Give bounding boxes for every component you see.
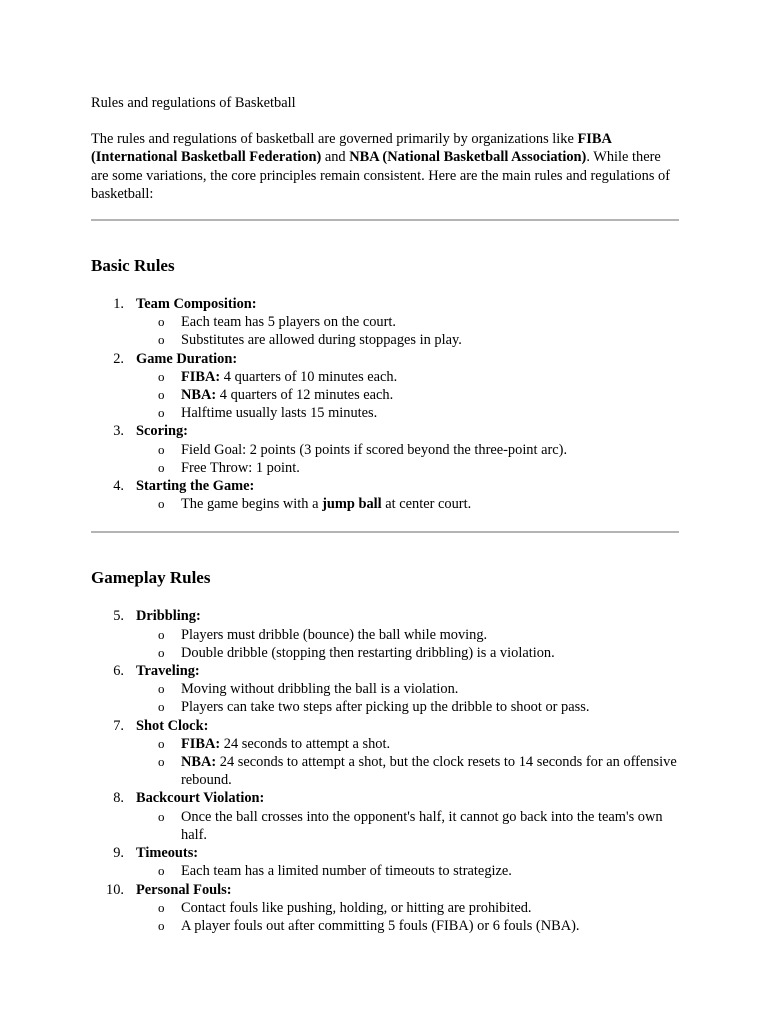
- sub-item-text: Substitutes are allowed during stoppages in play.: [181, 332, 462, 349]
- rule-number: 2.: [113, 350, 124, 367]
- circle-bullet-icon: o: [158, 917, 165, 933]
- rule-number: 6.: [113, 663, 124, 680]
- rule-item: [91, 881, 679, 936]
- sub-item-text: Halftime usually lasts 15 minutes.: [181, 405, 378, 422]
- rule-sub-item: [136, 404, 679, 422]
- circle-bullet-icon: o: [158, 405, 165, 421]
- rule-sub-list: [136, 626, 679, 662]
- sub-item-bold: NBA:: [181, 754, 217, 771]
- rule-sub-item: [136, 331, 679, 349]
- intro-text-2: and: [321, 149, 350, 166]
- sub-item-text: 24 seconds to attempt a shot.: [220, 735, 391, 752]
- circle-bullet-icon: o: [158, 441, 165, 457]
- intro-text-3: . While there are some variations, the core principles remain consistent. Here are the main rules and regulations of basketball:: [91, 149, 671, 202]
- rule-sub-item: [136, 862, 679, 880]
- circle-bullet-icon: o: [158, 496, 165, 512]
- sub-item-text: Each team has a limited number of timeouts to strategize.: [181, 863, 512, 880]
- circle-bullet-icon: o: [158, 863, 165, 879]
- rule-sub-item: [136, 495, 679, 513]
- rule-sub-item: [136, 459, 679, 477]
- sub-item-text: 24 seconds to attempt a shot, but the clock resets to 14 seconds for an offensive rebound.: [181, 754, 677, 789]
- rule-number: 5.: [113, 608, 124, 625]
- rule-sub-list: [136, 441, 679, 477]
- circle-bullet-icon: o: [158, 644, 165, 660]
- circle-bullet-icon: o: [158, 681, 165, 697]
- rule-sub-list: [136, 313, 679, 349]
- circle-bullet-icon: o: [158, 754, 165, 770]
- sub-item-bold: FIBA:: [181, 735, 221, 752]
- rule-label: Shot Clock:: [136, 717, 209, 734]
- rule-item: [91, 350, 679, 423]
- sub-item-text: The game begins with a: [181, 496, 323, 513]
- sub-item-text: Free Throw: 1 point.: [181, 459, 300, 476]
- rule-item: [91, 295, 679, 350]
- section-divider: [91, 531, 679, 533]
- rule-number: 8.: [113, 790, 124, 807]
- rule-label: Game Duration:: [136, 350, 238, 367]
- rule-sub-list: [136, 680, 679, 716]
- intro-nba-bold: NBA (National Basketball Association): [349, 149, 587, 166]
- rule-sub-item: [136, 441, 679, 459]
- rule-item: [91, 422, 679, 477]
- basic-rules-list: [91, 295, 679, 513]
- circle-bullet-icon: o: [158, 332, 165, 348]
- rule-number: 4.: [113, 478, 124, 495]
- sub-item-text: Double dribble (stopping then restarting dribbling) is a violation.: [181, 644, 555, 661]
- circle-bullet-icon: o: [158, 314, 165, 330]
- rule-label: Dribbling:: [136, 608, 201, 625]
- sub-item-text: Contact fouls like pushing, holding, or hitting are prohibited.: [181, 899, 532, 916]
- gameplay-rules-heading: Gameplay Rules: [91, 568, 211, 588]
- rule-number: 10.: [106, 881, 124, 898]
- rule-label: Team Composition:: [136, 296, 257, 313]
- document-title: Rules and regulations of Basketball: [91, 95, 296, 111]
- sub-item-text: 4 quarters of 12 minutes each.: [216, 387, 394, 404]
- sub-item-text: Players must dribble (bounce) the ball while moving.: [181, 626, 488, 643]
- rule-sub-item: [136, 386, 679, 404]
- rule-sub-list: [136, 862, 679, 880]
- rule-item: [91, 662, 679, 717]
- sub-item-bold: FIBA:: [181, 368, 221, 385]
- section-divider: [91, 219, 679, 221]
- rule-sub-item: [136, 899, 679, 917]
- basic-rules-heading: Basic Rules: [91, 256, 175, 276]
- sub-item-text: Once the ball crosses into the opponent's half, it cannot go back into the team's own half.: [181, 808, 663, 843]
- rule-sub-item: [136, 313, 679, 331]
- sub-item-text: A player fouls out after committing 5 fouls (FIBA) or 6 fouls (NBA).: [181, 917, 580, 934]
- circle-bullet-icon: o: [158, 368, 165, 384]
- rule-number: 9.: [113, 845, 124, 862]
- sub-item-text: Moving without dribbling the ball is a violation.: [181, 681, 459, 698]
- sub-item-text: Field Goal: 2 points (3 points if scored beyond the three-point arc).: [181, 441, 568, 458]
- sub-item-bold: NBA:: [181, 387, 217, 404]
- rule-item: [91, 717, 679, 790]
- circle-bullet-icon: o: [158, 626, 165, 642]
- circle-bullet-icon: o: [158, 899, 165, 915]
- rule-item: [91, 789, 679, 844]
- rule-label: Scoring:: [136, 423, 188, 440]
- rule-sub-item: [136, 917, 679, 935]
- circle-bullet-icon: o: [158, 387, 165, 403]
- rule-label: Personal Fouls:: [136, 881, 232, 898]
- rule-sub-list: [136, 735, 679, 790]
- rule-sub-list: [136, 899, 679, 935]
- rule-sub-list: [136, 368, 679, 423]
- rule-sub-item: [136, 626, 679, 644]
- rule-number: 1.: [113, 296, 124, 313]
- rule-number: 3.: [113, 423, 124, 440]
- document-content: [91, 94, 679, 935]
- rule-item: [91, 477, 679, 513]
- intro-text-1: The rules and regulations of basketball are governed primarily by organizations like: [91, 131, 578, 148]
- rule-label: Backcourt Violation:: [136, 790, 265, 807]
- intro-paragraph: [91, 130, 679, 203]
- circle-bullet-icon: o: [158, 699, 165, 715]
- sub-item-text: at center court.: [381, 496, 472, 513]
- rule-label: Starting the Game:: [136, 478, 255, 495]
- circle-bullet-icon: o: [158, 735, 165, 751]
- rule-item: [91, 607, 679, 662]
- circle-bullet-icon: o: [158, 808, 165, 824]
- rule-sub-item: [136, 735, 679, 753]
- rule-label: Timeouts:: [136, 845, 199, 862]
- rule-sub-item: [136, 808, 679, 844]
- sub-item-text: Each team has 5 players on the court.: [181, 314, 396, 331]
- gameplay-rules-list: [91, 607, 679, 935]
- rule-sub-list: [136, 495, 679, 513]
- rule-sub-item: [136, 753, 679, 789]
- sub-item-bold: jump ball: [322, 496, 382, 513]
- rule-sub-item: [136, 698, 679, 716]
- sub-item-text: Players can take two steps after picking up the dribble to shoot or pass.: [181, 699, 590, 716]
- rule-number: 7.: [113, 717, 124, 734]
- intro-fiba-bold: FIBA (International Basketball Federation): [91, 131, 612, 166]
- rule-sub-item: [136, 644, 679, 662]
- rule-sub-item: [136, 680, 679, 698]
- rule-sub-list: [136, 808, 679, 844]
- rule-label: Traveling:: [136, 663, 200, 680]
- rule-sub-item: [136, 368, 679, 386]
- sub-item-text: 4 quarters of 10 minutes each.: [220, 368, 398, 385]
- circle-bullet-icon: o: [158, 459, 165, 475]
- rule-item: [91, 844, 679, 880]
